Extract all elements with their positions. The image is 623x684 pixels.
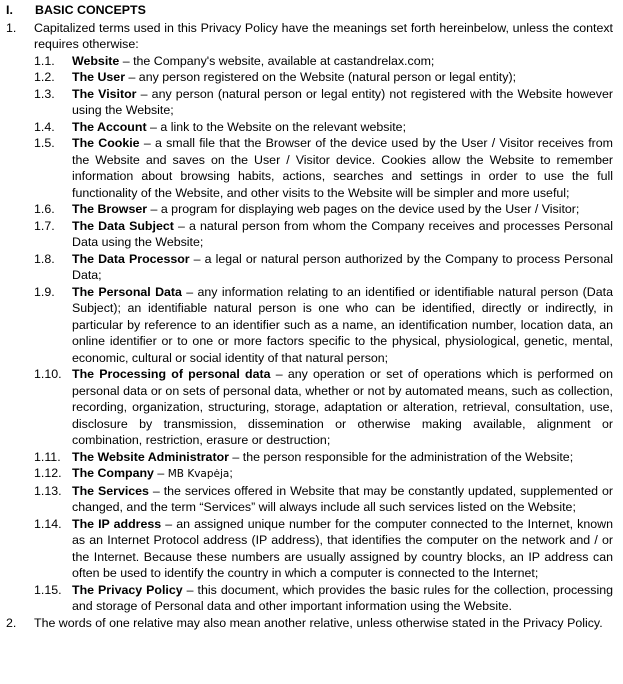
definition-description: – a program for displaying web pages on the device used by the User / Visitor;: [147, 202, 580, 216]
definition-number: 1.7.: [34, 218, 55, 233]
definition-number: 1.4.: [34, 119, 55, 134]
definition-text: [72, 201, 613, 218]
definition-item: [34, 86, 613, 119]
definition-text: [72, 366, 613, 449]
defined-term: Website: [72, 53, 120, 68]
clause-body: [34, 615, 613, 632]
definition-text: [72, 483, 613, 516]
definition-number: 1.1.: [34, 53, 55, 68]
definition-item: [34, 218, 613, 251]
company-name: MB Kvapėja: [167, 468, 230, 480]
clause-list: [6, 20, 613, 632]
definition-description: – the person responsible for the administration of the Website;: [228, 449, 574, 464]
definition-number: 1.5.: [34, 136, 55, 150]
definition-number: 1.6.: [34, 202, 55, 216]
definition-text: [72, 582, 613, 615]
definition-text: [72, 465, 613, 483]
section-title: BASIC CONCEPTS: [35, 3, 146, 17]
clause: [6, 20, 613, 615]
definition-description: – a link to the Website on the relevant website;: [146, 119, 407, 134]
section-heading: [6, 2, 613, 19]
definition-number: 1.2.: [34, 70, 55, 84]
definition-terminator: ;: [229, 466, 233, 480]
definition-text: [72, 135, 613, 201]
defined-term: The User: [72, 70, 126, 84]
definition-item: [34, 251, 613, 284]
definition-item: [34, 53, 613, 70]
clause-text: The words of one relative may also mean another relative, unless otherwise stated in the Privacy Policy.: [34, 615, 603, 630]
definition-number: 1.10.: [34, 367, 62, 381]
definition-text: [72, 119, 613, 136]
definition-text: [72, 69, 613, 86]
definition-item: [34, 582, 613, 615]
defined-term: The Privacy Policy: [72, 582, 183, 597]
clause-number: 1.: [6, 20, 17, 35]
section-number: I.: [6, 3, 13, 17]
definition-description: –: [153, 466, 168, 480]
definition-item: [34, 119, 613, 136]
clause: [6, 615, 613, 632]
defined-term: The Personal Data: [72, 284, 182, 299]
defined-term: The Account: [72, 119, 147, 134]
definition-text: [72, 53, 613, 70]
definition-number: 1.9.: [34, 284, 55, 299]
definition-item: [34, 201, 613, 218]
definition-number: 1.13.: [34, 483, 62, 498]
definition-text: [72, 516, 613, 582]
defined-term: The Data Processor: [72, 251, 190, 266]
definition-number: 1.12.: [34, 466, 62, 480]
clause-body: [34, 20, 613, 615]
definition-number: 1.14.: [34, 516, 62, 531]
definition-item: [34, 483, 613, 516]
definition-text: [72, 86, 613, 119]
definition-item: [34, 465, 613, 483]
definition-item: [34, 135, 613, 201]
definition-description: – this document, which provides the basic rules for the collection, processing and storage of Personal data and other important information using the Website.: [72, 582, 613, 613]
definition-text: [72, 251, 613, 284]
definition-item: [34, 284, 613, 367]
definition-description: – a natural person from whom the Company receives and processes Personal Data using the Website;: [72, 218, 613, 249]
definition-description: – any information relating to an identified or identifiable natural person (Data Subject); an identifiable natural person is one who can be identified, directly or indirectly, in particular by reference to an identifier such as a name, an identification number, location data, an online identifier or to one or more factors specific to the physical, physiological, genetic, mental, economic, cultural or social identity of that natural person;: [72, 284, 613, 365]
definition-text: [72, 449, 613, 466]
definition-item: [34, 516, 613, 582]
definition-number: 1.11.: [34, 449, 61, 464]
definition-item: [34, 69, 613, 86]
definition-number: 1.8.: [34, 251, 55, 266]
definition-description: – any person (natural person or legal entity) not registered with the Website however using the Website;: [72, 86, 613, 117]
definition-description: – the services offered in Website that may be constantly updated, supplemented or changed, and the term “Services” will always include all such services listed on the Website;: [72, 483, 613, 514]
defined-term: The Cookie: [72, 136, 140, 150]
definition-description: – a small file that the Browser of the device used by the User / Visitor receives from the Website and saves on the User / Visitor device. Cookies allow the Website to remember information about browsing habits, actions, searches and settings in order to use the full functionality of the Website, and other visits to the Website will be simpler and more useful;: [72, 136, 613, 200]
definition-description: – a legal or natural person authorized by the Company to process Personal Data;: [72, 251, 613, 282]
clause-text: Capitalized terms used in this Privacy Policy have the meanings set forth hereinbelow, unless the context requires otherwise:: [34, 20, 613, 51]
defined-term: The Visitor: [72, 86, 137, 101]
clause-number: 2.: [6, 615, 17, 630]
definition-description: – an assigned unique number for the computer connected to the Internet, known as an Internet Protocol address (IP address), that identifies the computer on the network and / or the Internet. Because these numbers are usually assigned by country blocks, an IP address can often be used to identify the country in which a computer is connected to the Internet;: [72, 516, 613, 580]
definition-item: [34, 449, 613, 466]
definition-description: – any person registered on the Website (natural person or legal entity);: [125, 70, 517, 84]
definition-number: 1.3.: [34, 86, 55, 101]
definition-description: – the Company's website, available at castandrelax.com;: [119, 53, 435, 68]
defined-term: The Website Administrator: [72, 449, 229, 464]
defined-term: The IP address: [72, 516, 162, 531]
definition-text: [72, 218, 613, 251]
defined-term: The Company: [72, 466, 154, 480]
definition-description: – any operation or set of operations which is performed on personal data or on sets of personal data, whether or not by automated means, such as collection, recording, organization, structuring, storage, adaptation or alteration, retrieval, consultation, use, disclosure by transmission, dissemination or otherwise making available, alignment or combination, restriction, erasure or destruction;: [72, 367, 613, 447]
defined-term: The Services: [72, 483, 149, 498]
defined-term: The Processing of personal data: [72, 367, 271, 381]
defined-term: The Data Subject: [72, 218, 174, 233]
defined-term: The Browser: [72, 202, 148, 216]
definition-number: 1.15.: [34, 582, 62, 597]
definition-text: [72, 284, 613, 367]
definition-item: [34, 366, 613, 449]
